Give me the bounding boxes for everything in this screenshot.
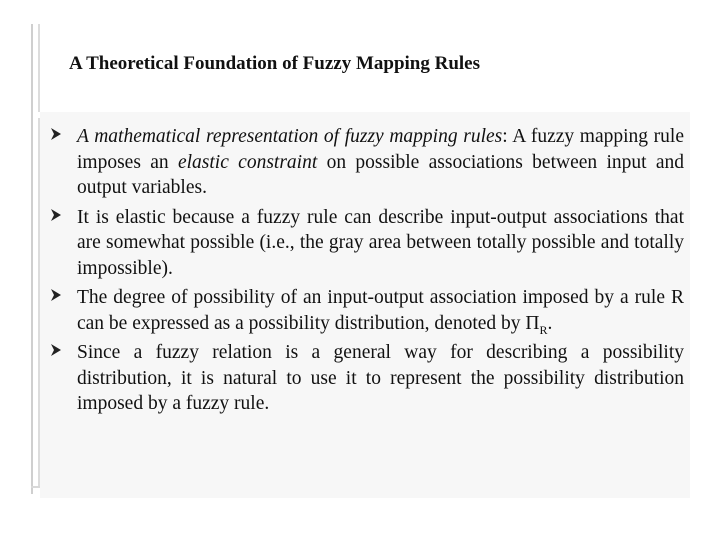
bullet-text-run: on possible associations between input and output variables.: [77, 151, 684, 198]
bullet-text-run: elastic constraint: [177, 151, 318, 173]
bullet-item: [50, 285, 684, 336]
subscript-text: R: [539, 322, 548, 337]
bullet-text: [77, 205, 684, 282]
bullet-text-run: It is elastic because a fuzzy rule can describe input-output associations that are somewhat possible (i.e., the gray area between totally possible and totally impossible).: [77, 206, 684, 279]
bullet-text: [77, 340, 684, 417]
bullet-item: [50, 124, 684, 201]
arrowhead-bullet-icon: [50, 343, 62, 357]
arrowhead-bullet-icon: [50, 288, 62, 302]
bullet-text: [77, 124, 684, 201]
slide-title: A Theoretical Foundation of Fuzzy Mapping Rules: [69, 53, 480, 74]
bullet-text-run: The degree of possibility of an input-output association imposed by a rule R can be expressed as a possibility distribution, denoted by Π: [77, 287, 684, 334]
bullet-text-run: .: [547, 312, 553, 334]
bullet-text-run: Since a fuzzy relation is a general way for describing a possibility distribution, it is natural to use it to represent the possibility distribution imposed by a fuzzy rule.: [77, 342, 684, 414]
bullet-item: [50, 340, 684, 417]
arrowhead-bullet-icon: [50, 127, 62, 141]
arrowhead-bullet-icon: [50, 208, 62, 222]
bullet-list: [50, 124, 684, 421]
bullet-item: [50, 205, 684, 282]
bullet-text: [77, 285, 684, 336]
frame-line-title: [38, 24, 40, 112]
bullet-text-run: A mathematical representation of fuzzy mapping rules: [77, 126, 503, 147]
bullet-text-run: : A fuzzy mapping rule imposes an: [77, 126, 684, 173]
frame-line-left: [31, 24, 33, 494]
